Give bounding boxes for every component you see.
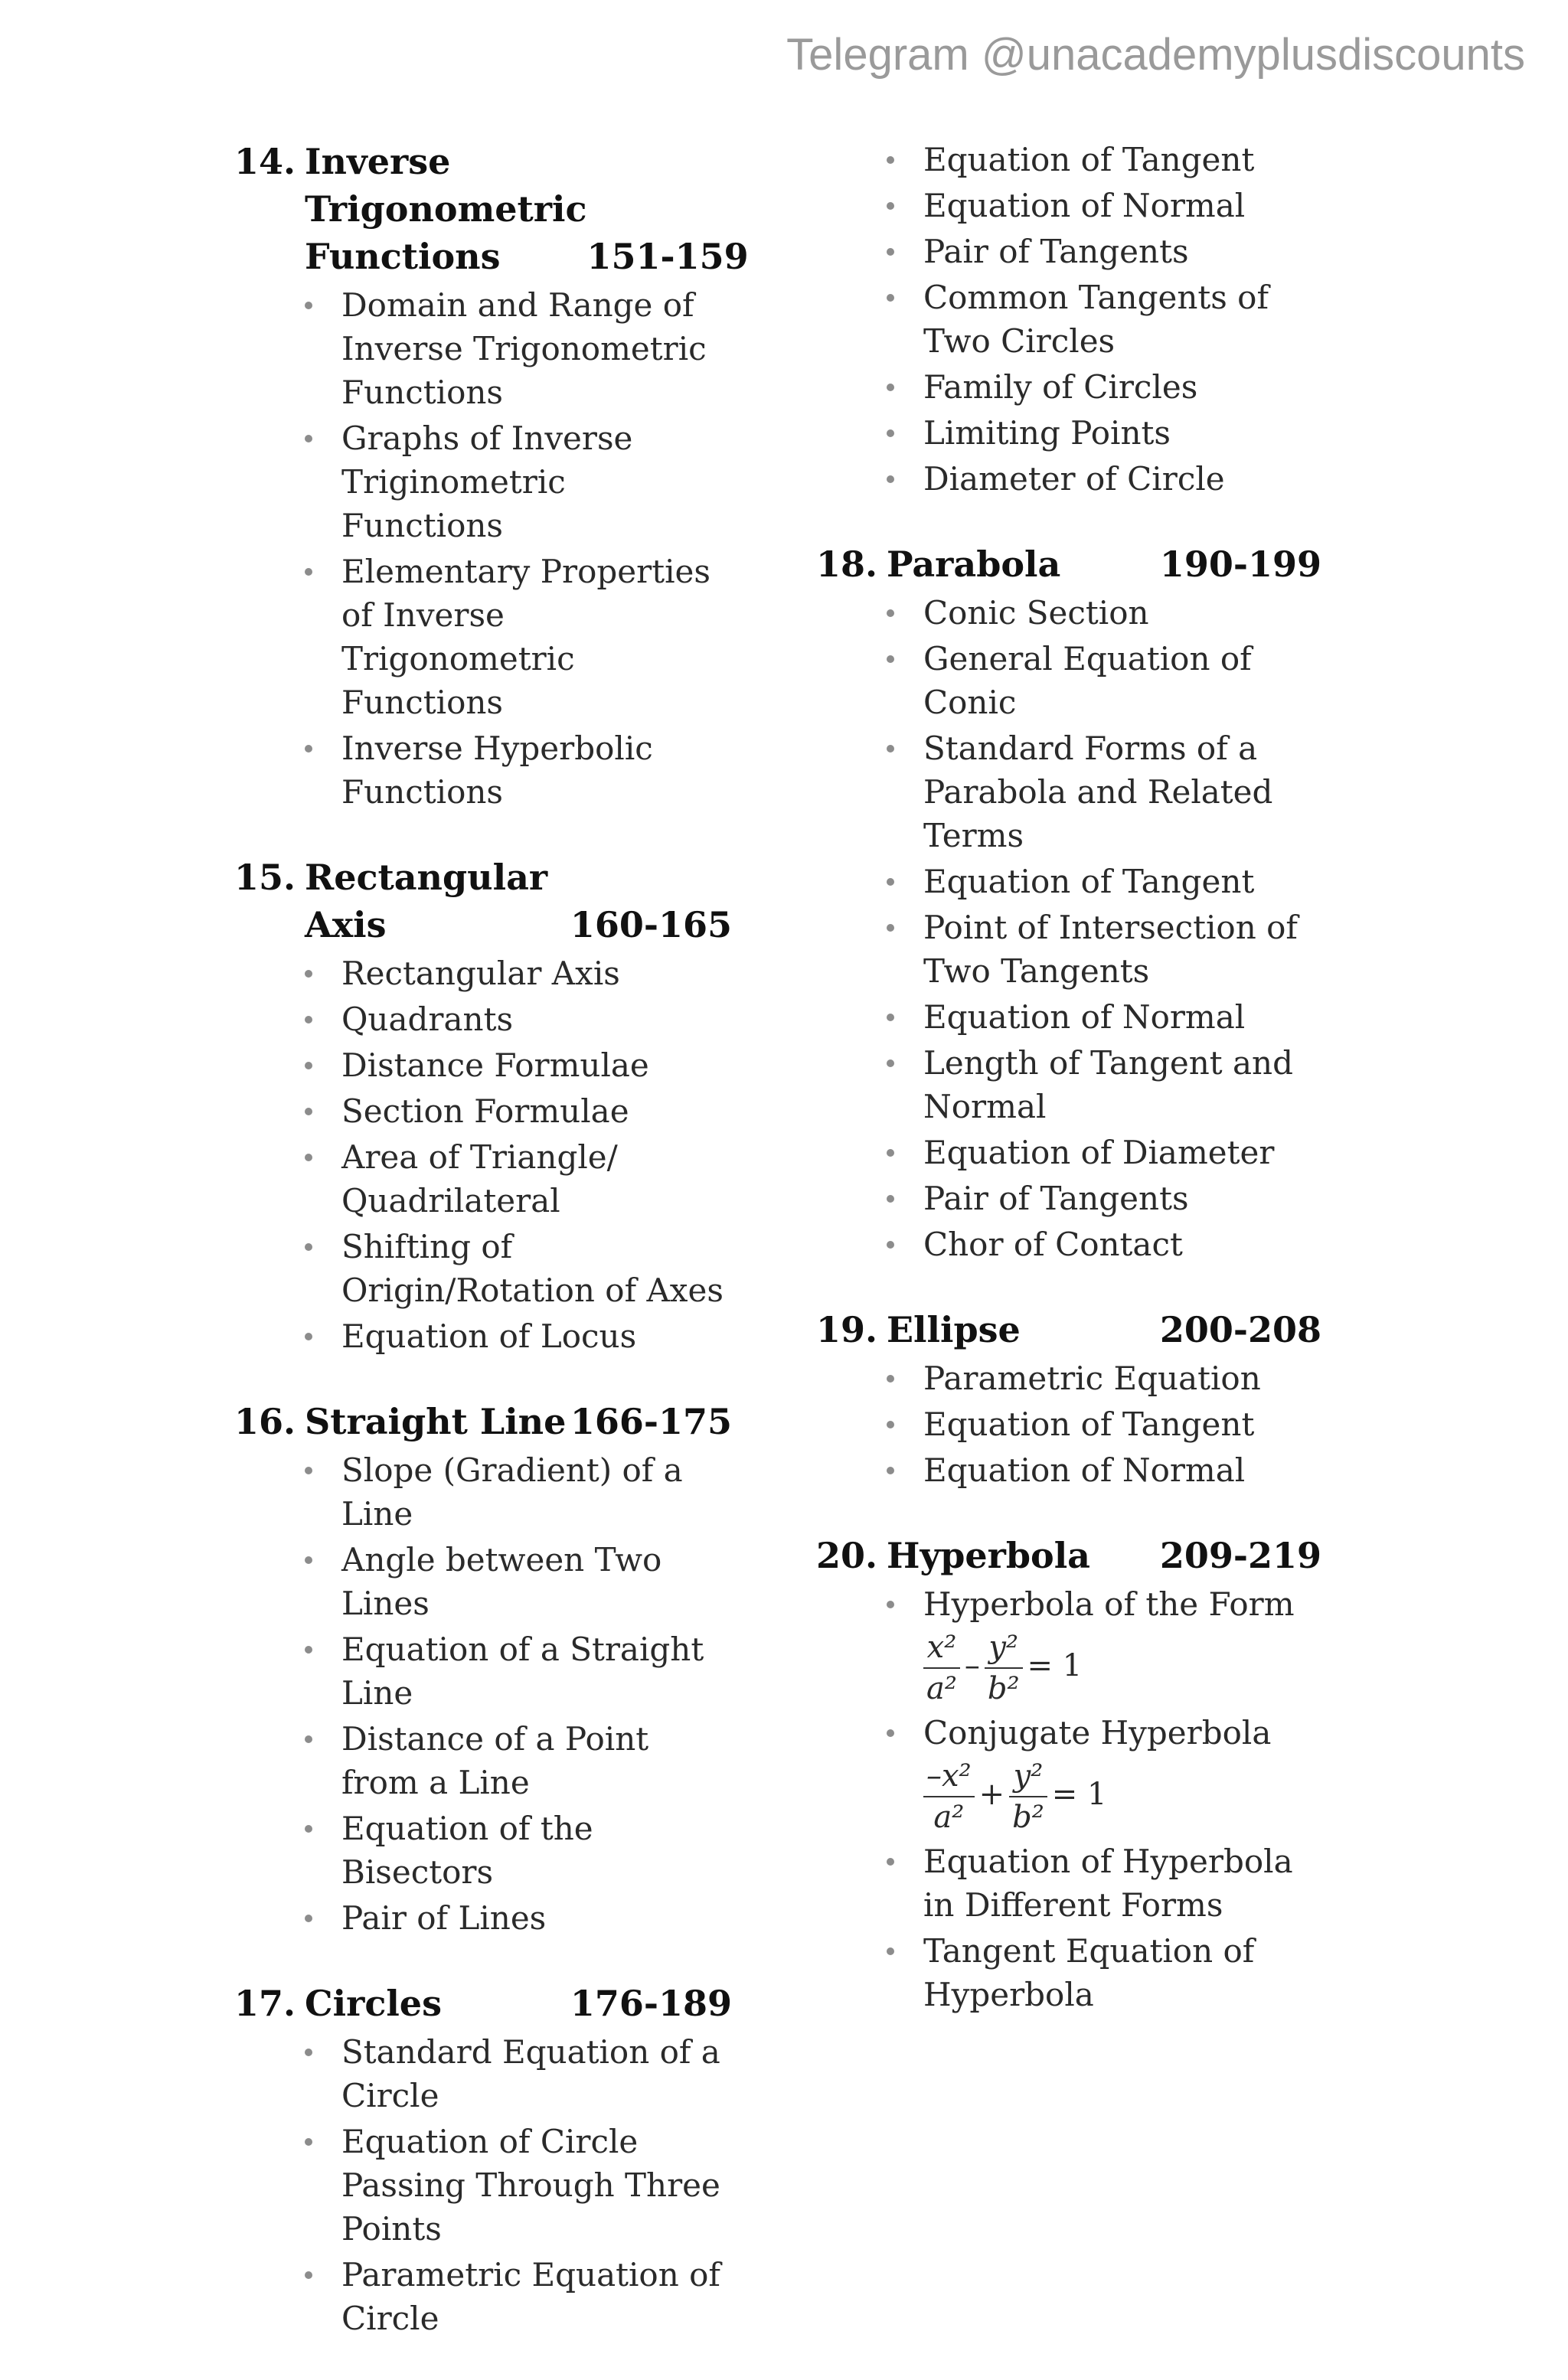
topic-list: [234, 2030, 732, 2340]
topic-list: [234, 283, 732, 814]
list-item: Diameter of Circle: [816, 457, 1321, 501]
chapter-heading: [816, 1306, 1321, 1353]
denominator: a²: [933, 1800, 965, 1835]
chapter-heading: [234, 1980, 732, 2027]
list-item: [816, 1711, 1321, 1837]
list-item: Parametric Equation of Circle: [234, 2253, 732, 2340]
list-item: Limiting Points: [816, 411, 1321, 455]
fraction: [1009, 1756, 1047, 1837]
chapter-number: 15.: [234, 857, 296, 898]
continued-topic-list: [816, 138, 1321, 501]
chapter-title: Parabola: [887, 544, 1061, 585]
equals-one: = 1: [1027, 1648, 1083, 1683]
chapter-title: Rectangular Axis: [305, 857, 548, 945]
list-item: Rectangular Axis: [234, 952, 732, 995]
chapter-pages: 160-165: [570, 904, 732, 945]
chapter-number: 20.: [816, 1535, 878, 1576]
denominator: a²: [926, 1671, 957, 1706]
operator: +: [978, 1777, 1005, 1812]
list-item: Elementary Properties of Inverse Trigonometric Functions: [234, 550, 732, 724]
list-item: Family of Circles: [816, 365, 1321, 409]
list-item: Common Tangents of Two Circles: [816, 276, 1321, 363]
list-item: Equation of Normal: [816, 995, 1321, 1039]
chapter-heading: [234, 854, 732, 948]
chapter-number: 18.: [816, 544, 878, 585]
numerator: –x²: [923, 1756, 975, 1797]
chapter-heading: [816, 1532, 1321, 1579]
list-item: Domain and Range of Inverse Trigonometric Functions: [234, 283, 732, 414]
list-item: Length of Tangent and Normal: [816, 1041, 1321, 1128]
chapter-title: Hyperbola: [887, 1535, 1090, 1576]
list-item: Angle between Two Lines: [234, 1538, 732, 1625]
chapter-heading: [234, 138, 749, 280]
chapter-pages: 166-175: [570, 1401, 732, 1442]
list-item: Chor of Contact: [816, 1223, 1321, 1266]
list-item: Section Formulae: [234, 1089, 732, 1133]
list-item: Equation of Tangent: [816, 860, 1321, 903]
chapter-20: [816, 1532, 1321, 2016]
right-column: [816, 138, 1321, 2056]
list-item: Pair of Tangents: [816, 230, 1321, 273]
fraction: [985, 1627, 1023, 1709]
list-item: Distance Formulae: [234, 1043, 732, 1087]
list-item: Parametric Equation: [816, 1357, 1321, 1400]
list-item: Graphs of Inverse Triginometric Functions: [234, 416, 732, 547]
left-column: [234, 138, 749, 2380]
topic-list: [816, 1582, 1321, 2016]
denominator: b²: [987, 1671, 1020, 1706]
list-item: Equation of Tangent: [816, 1402, 1321, 1446]
list-item: Inverse Hyperbolic Functions: [234, 726, 732, 814]
list-item: General Equation of Conic: [816, 637, 1321, 724]
list-item: Area of Triangle/ Quadrilateral: [234, 1135, 732, 1223]
chapter-number: 16.: [234, 1401, 296, 1442]
chapter-title: Straight Line: [305, 1401, 567, 1442]
topic-list: [234, 952, 732, 1358]
chapter-pages: 209-219: [1159, 1535, 1321, 1576]
chapter-16: [234, 1398, 732, 1940]
topic-list: [234, 1448, 732, 1940]
equals-one: = 1: [1051, 1777, 1107, 1812]
hyperbola-formula: [923, 1627, 1321, 1709]
chapter-pages: 151-159: [586, 236, 749, 277]
list-item: Point of Intersection of Two Tangents: [816, 906, 1321, 993]
list-item: Equation of Diameter: [816, 1131, 1321, 1174]
numerator: y²: [1009, 1756, 1047, 1797]
fraction: [923, 1756, 975, 1837]
chapter-15: [234, 854, 732, 1358]
denominator: b²: [1012, 1800, 1044, 1835]
list-item: Equation of Circle Passing Through Three Points: [234, 2120, 732, 2251]
numerator: x²: [923, 1627, 960, 1669]
fraction: [923, 1627, 960, 1709]
chapter-17: [234, 1980, 732, 2340]
list-item: Quadrants: [234, 997, 732, 1041]
list-item: Equation of a Straight Line: [234, 1627, 732, 1715]
list-item: Slope (Gradient) of a Line: [234, 1448, 732, 1536]
chapter-title: Circles: [305, 1983, 442, 2024]
list-item: Equation of Normal: [816, 184, 1321, 227]
operator: –: [964, 1648, 980, 1683]
chapter-number: 14.: [234, 141, 296, 182]
list-item: Shifting of Origin/Rotation of Axes: [234, 1225, 732, 1312]
list-item: Tangent Equation of Hyperbola: [816, 1929, 1321, 2016]
chapter-18: [816, 540, 1321, 1266]
chapter-title: Ellipse: [887, 1309, 1021, 1350]
list-item: Distance of a Point from a Line: [234, 1717, 732, 1804]
list-item: Conic Section: [816, 591, 1321, 635]
list-item: Pair of Lines: [234, 1896, 732, 1940]
chapter-19: [816, 1306, 1321, 1492]
list-item: Pair of Tangents: [816, 1177, 1321, 1220]
chapter-heading: [234, 1398, 732, 1445]
list-item: Equation of Tangent: [816, 138, 1321, 181]
chapter-pages: 176-189: [570, 1983, 732, 2024]
chapter-title: Inverse Trigonometric Functions: [305, 141, 587, 277]
watermark: Telegram @unacademyplusdiscounts: [786, 30, 1525, 80]
topic-text: Conjugate Hyperbola: [923, 1714, 1272, 1752]
chapter-14: [234, 138, 749, 814]
list-item: [816, 1582, 1321, 1709]
chapter-number: 19.: [816, 1309, 878, 1350]
list-item: Equation of Hyperbola in Different Forms: [816, 1840, 1321, 1927]
list-item: Equation of Locus: [234, 1314, 732, 1358]
topic-list: [816, 1357, 1321, 1492]
topic-list: [816, 591, 1321, 1266]
list-item: Standard Equation of a Circle: [234, 2030, 732, 2117]
list-item: Equation of the Bisectors: [234, 1807, 732, 1894]
topic-text: Hyperbola of the Form: [923, 1585, 1295, 1623]
list-item: Standard Forms of a Parabola and Related Terms: [816, 726, 1321, 857]
chapter-heading: [816, 540, 1321, 588]
list-item: Equation of Normal: [816, 1448, 1321, 1492]
conjugate-hyperbola-formula: [923, 1756, 1321, 1837]
chapter-pages: 200-208: [1159, 1309, 1321, 1350]
chapter-number: 17.: [234, 1983, 296, 2024]
chapter-pages: 190-199: [1159, 544, 1321, 585]
numerator: y²: [985, 1627, 1023, 1669]
